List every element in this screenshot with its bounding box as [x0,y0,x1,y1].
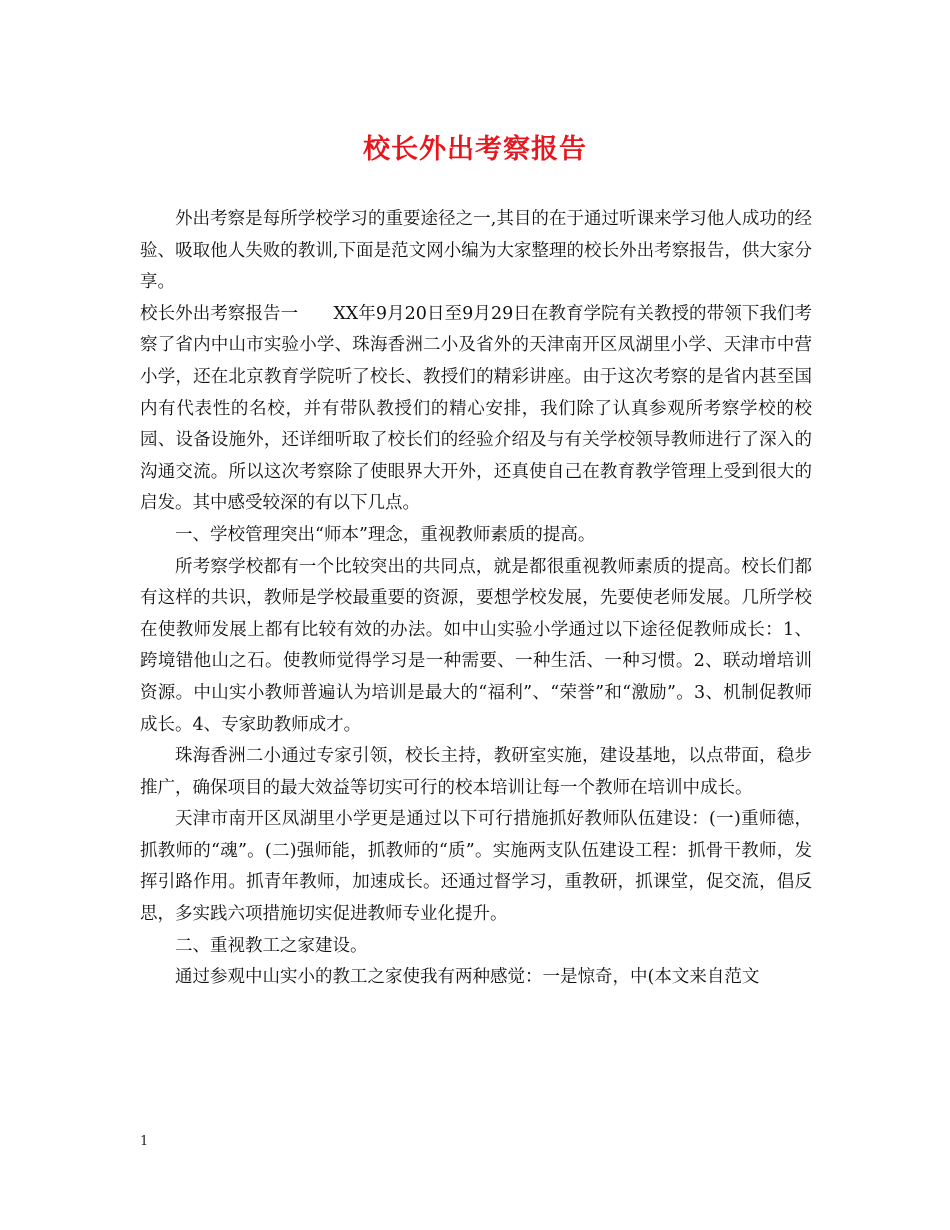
paragraph-intro: 外出考察是每所学校学习的重要途径之一,其目的在于通过听课来学习他人成功的经验、吸取他人失败的教训,下面是范文网小编为大家整理的校长外出考察报告，供大家分享。 [140,209,812,293]
document-title: 校长外出考察报告 [363,134,587,165]
section-heading-one: 一、学校管理突出“师本”理念，重视教师素质的提高。 [175,524,596,545]
paragraph-tianjin: 天津市南开区凤湖里小学更是通过以下可行措施抓好教师队伍建设：(一)重师德，抓教师的“魂”。(二)强师能，抓教师的“质”。实施两支队伍建设工程：抓骨干教师，发挥引路作用。抓青年教师，加速成长。还通过督学习，重教研，抓课堂，促交流，倡反思，多实践六项措施切实促进教师专业化提升。 [140,809,812,925]
section-heading-two: 二、重视教工之家建设。 [175,935,368,956]
paragraph-report-one: 校长外出考察报告一 XX年9月20日至9月29日在教育学院有关教授的带领下我们考察了省内中山市实验小学、珠海香洲二小及省外的天津南开区凤湖里小学、天津市中营小学，还在北京教育学院听了校长、教授们的精彩讲座。由于这次考察的是省内甚至国内有代表性的名校，并有带队教授们的精心安排，我们除了认真参观所考察学校的校园、设备设施外，还详细听取了校长们的经验介绍及与有关学校领导教师进行了深入的沟通交流。所以这次考察除了使眼界大开外，还真使自己在教育教学管理上受到很大的启发。其中感受较深的有以下几点。 [140,303,812,514]
page-number: 1 [140,1134,149,1149]
paragraph-teacher-quality: 所考察学校都有一个比较突出的共同点，就是都很重视教师素质的提高。校长们都有这样的共识，教师是学校最重要的资源，要想学校发展，先要使老师发展。几所学校在使教师发展上都有比较有效的办法。如中山实验小学通过以下途径促教师成长：1、跨境错他山之石。使教师觉得学习是一种需要、一种生活、一种习惯。2、联动增培训资源。中山实小教师普遍认为培训是最大的“福利”、“荣誉”和“激励”。3、机制促教师成长。4、专家助教师成才。 [140,556,812,735]
document-body [140,204,812,994]
paragraph-zhuhai: 珠海香洲二小通过专家引领，校长主持，教研室实施，建设基地，以点带面，稳步推广，确保项目的最大效益等切实可行的校本培训让每一个教师在培训中成长。 [140,746,812,798]
paragraph-staff-home: 通过参观中山实小的教工之家使我有两种感觉：一是惊奇，中(本文来自范文 [175,967,760,988]
